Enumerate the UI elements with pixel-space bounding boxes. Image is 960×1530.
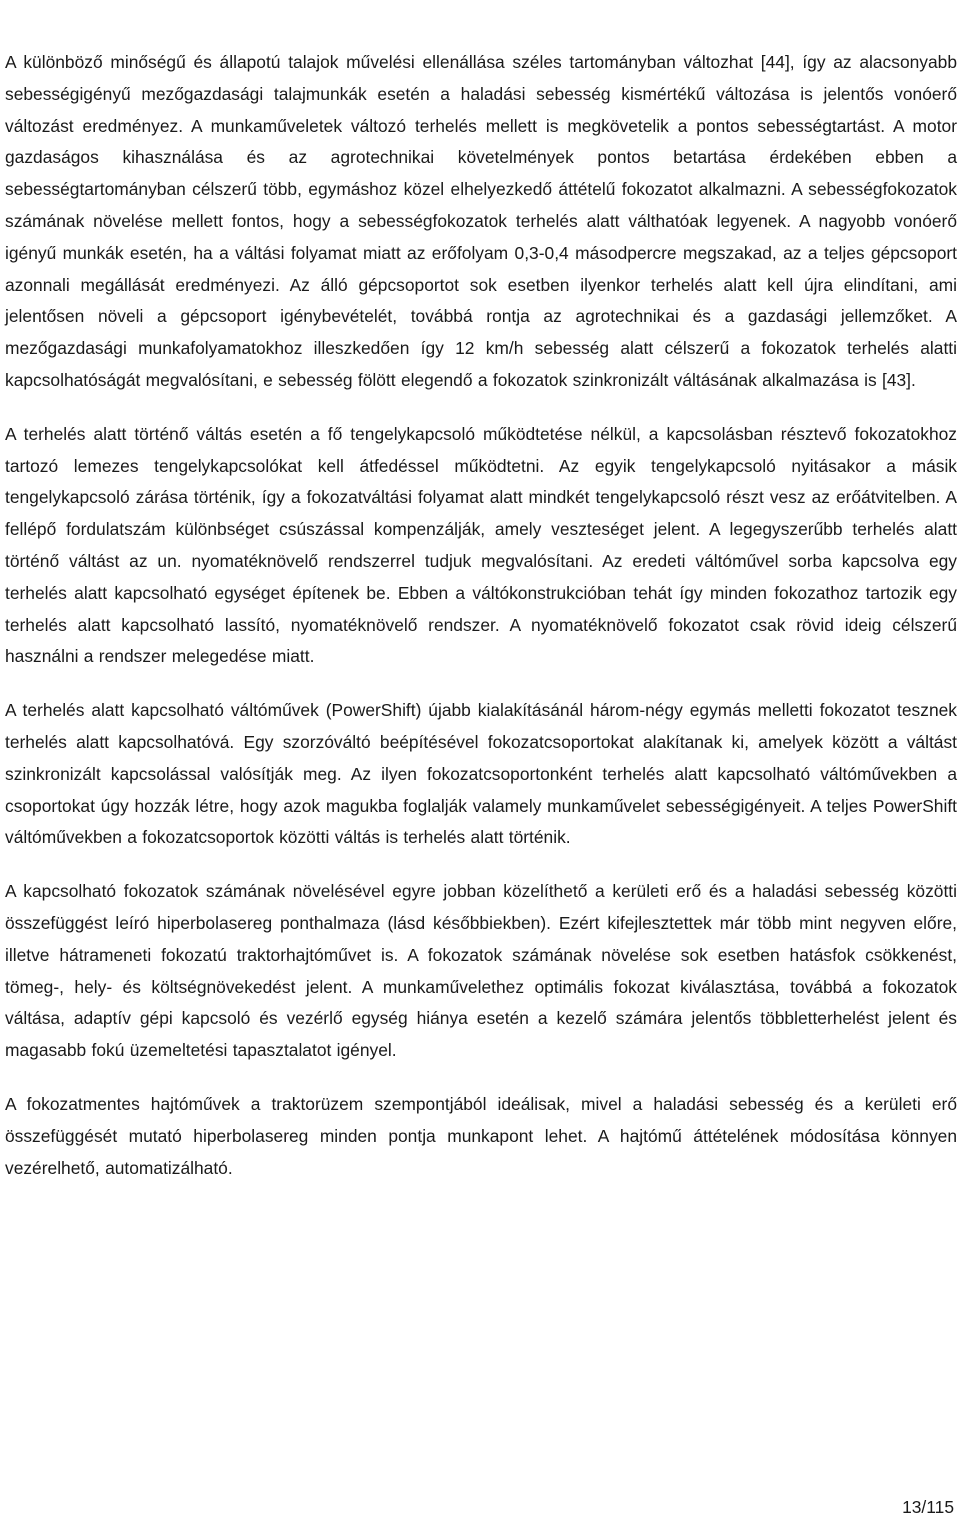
paragraph-5: A fokozatmentes hajtóművek a traktorüzem szempontjából ideálisak, mivel a haladási sebesség és a kerületi erő összefüggését mutató hiperbolasereg minden pontja munkapont lehet. A hajtómű áttételének módosítása könnyen vezérelhető, automatizálható. (5, 1093, 957, 1178)
paragraph-2: A terhelés alatt történő váltás esetén a fő tengelykapcsoló működtetése nélkül, a kapcsolásban résztevő fokozatokhoz tartozó lemezes tengelykapcsolókat kell átfedéssel működtetni. Az egyik tengelykapcsoló nyitásakor a másik tengelykapcsoló zárása történik, így a fokozatváltási folyamat alatt mindkét tengelykapcsoló részt vesz az erőátvitelben. A fellépő fordulatszám különbséget csúszással kompenzálják, amely veszteséget jelent. A legegyszerűbb terhelés alatt történő váltást az un. nyomatéknövelő rendszerrel tudjuk megvalósítani. Az eredeti váltóművel sorba kapcsolva egy terhelés alatt kapcsolható egységet építenek be. Ebben a váltókonstrukcióban tehát így minden fokozathoz tartozik egy terhelés alatt kapcsolható lassító, nyomatéknövelő rendszer. A nyomatéknövelő fokozatot csak rövid ideig célszerű használni a rendszer melegedése miatt. (5, 423, 957, 667)
page-number: 13/115 (902, 1497, 954, 1517)
paragraph-4: A kapcsolható fokozatok számának növelésével egyre jobban közelíthető a kerületi erő és a haladási sebesség közötti összefüggést leíró hiperbolasereg ponthalmaza (lásd későbbiekben). Ezért kifejlesztettek már több mint negyven előre, illetve hátrameneti fokozatú traktorhajtóművet is. A fokozatok számának növelése sok esetben hatásfok csökkenést, tömeg-, hely- és költségnövekedést jelent. A munkaművelethez optimális fokozat kiválasztása, továbbá a fokozatok váltása, adaptív gépi kapcsoló és vezérlő egység hiánya esetén a kezelő számára jelentős többletterhelést jelent és magasabb fokú üzemeltetési tapasztalatot igényel. (5, 881, 957, 1061)
body-text (5, 47, 957, 1206)
paragraph-3: A terhelés alatt kapcsolható váltóművek (PowerShift) újabb kialakításánál három-négy egymás melletti fokozatot tesznek terhelés alatt kapcsolhatóvá. Egy szorzóváltó beépítésével fokozatcsoportokat alakítanak ki, amelyek között a váltást szinkronizált kapcsolással valósítják meg. Az ilyen fokozatcsoportonként terhelés alatt kapcsolható váltóművekben a csoportokat úgy hozzák létre, hogy azok magukba foglalják valamely munkaművelet sebességigényeit. A teljes PowerShift váltóművekben a fokozatcsoportok közötti váltás is terhelés alatt történik. (5, 700, 957, 848)
paragraph-1: A különböző minőségű és állapotú talajok művelési ellenállása széles tartományban változhat [44], így az alacsonyabb sebességigényű mezőgazdasági talajmunkák esetén a haladási sebesség kismértékű változása is jelentős vonóerő változást eredményez. A munkaműveletek változó terhelés mellett is megkövetelik a pontos sebességtartást. A motor gazdaságos kihasználása és az agrotechnikai követelmények pontos betartása érdekében ebben a sebességtartományban célszerű több, egymáshoz közel elhelyezkedő áttételű fokozatot alkalmazni. A sebességfokozatok számának növelése mellett fontos, hogy a sebességfokozatok terhelés alatt válthatóak legyenek. A nagyobb vonóerő igényű munkák esetén, ha a váltási folyamat miatt az erőfolyam 0,3-0,4 másodpercre megszakad, az a teljes gépcsoport azonnali megállását eredményezi. Az álló gépcsoportot sok esetben ilyenkor terhelés alatt kell újra elindítani, ami jelentősen növeli a gépcsoport igénybevételét, továbbá rontja az agrotechnikai és a gazdasági jellemzőket. A mezőgazdasági munkafolyamatokhoz illeszkedően így 12 km/h sebesség alatt célszerű a fokozatok terhelés alatti kapcsolhatóságát megvalósítani, e sebesség fölött elegendő a fokozatok szinkronizált váltásának alkalmazása is [43]. (5, 52, 957, 390)
